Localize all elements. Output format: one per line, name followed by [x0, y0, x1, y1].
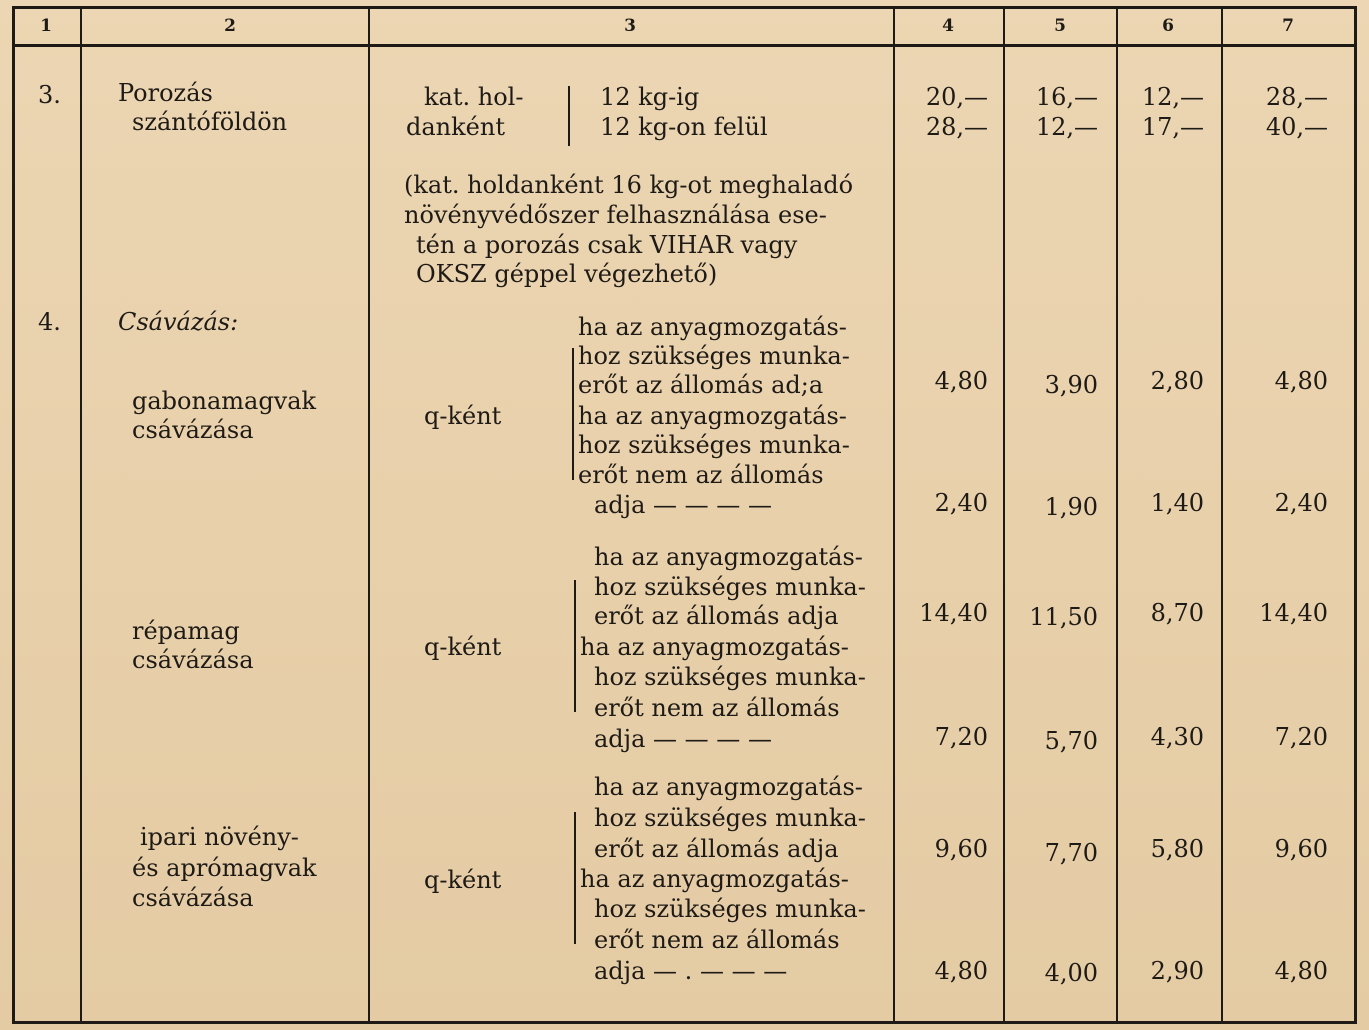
- group1-name-line1: gabonamagvak: [132, 387, 317, 415]
- row3-note-line4: OKSZ géppel végezhető): [416, 260, 718, 288]
- row3-brace: [568, 86, 570, 146]
- row3-number: 3.: [38, 81, 61, 109]
- col-divider: [368, 6, 370, 1024]
- group2-cond-line2: hoz szükséges munka-: [594, 573, 866, 601]
- group3-unit: q-ként: [424, 866, 502, 894]
- header-rule: [12, 44, 1357, 47]
- group2-col7-b: 7,20: [1274, 723, 1328, 751]
- row3-col4-line2: 28,—: [925, 113, 988, 141]
- group2-cond-line5: hoz szükséges munka-: [594, 663, 866, 691]
- row3-col7-line1: 28,—: [1265, 83, 1328, 111]
- group3-cond-line3: erőt az állomás adja: [594, 835, 839, 863]
- group1-col7-b: 2,40: [1274, 489, 1328, 517]
- group3-col7-b: 4,80: [1274, 957, 1328, 985]
- header-col-4: 4: [942, 16, 954, 36]
- group3-col5-a: 7,70: [1044, 839, 1098, 867]
- col-divider: [1003, 6, 1005, 1024]
- group3-col4-a: 9,60: [934, 835, 988, 863]
- group2-cond-line6: erőt nem az állomás: [594, 694, 840, 722]
- group3-col4-b: 4,80: [934, 957, 988, 985]
- group1-cond-line1: ha az anyagmozgatás-: [578, 313, 847, 341]
- header-col-6: 6: [1162, 16, 1174, 36]
- group1-col4-b: 2,40: [934, 489, 988, 517]
- header-col-3: 3: [624, 16, 636, 36]
- col-divider: [80, 6, 82, 1024]
- group1-brace: [572, 348, 574, 480]
- row3-col6-line1: 12,—: [1141, 83, 1204, 111]
- group3-col6-b: 2,90: [1150, 957, 1204, 985]
- row4-title: Csávázás:: [118, 308, 239, 336]
- group1-col4-a: 4,80: [934, 367, 988, 395]
- group3-col7-a: 9,60: [1274, 835, 1328, 863]
- group2-name-line2: csávázása: [132, 646, 254, 674]
- group3-brace: [574, 812, 576, 944]
- col-divider: [1221, 6, 1223, 1024]
- group1-col6-b: 1,40: [1150, 489, 1204, 517]
- group2-col4-b: 7,20: [934, 723, 988, 751]
- group1-cond-line5: hoz szükséges munka-: [578, 431, 850, 459]
- group2-col7-a: 14,40: [1259, 599, 1328, 627]
- group1-cond-line3: erőt az állomás ad;a: [578, 371, 824, 399]
- group2-cond-line3: erőt az állomás adja: [594, 602, 839, 630]
- group1-cond-line7: adja — — — —: [594, 491, 772, 519]
- group2-col4-a: 14,40: [919, 599, 988, 627]
- group1-cond-line2: hoz szükséges munka-: [578, 342, 850, 370]
- row3-note-line2: növényvédőszer felhasználása ese-: [404, 201, 827, 229]
- group1-unit: q-ként: [424, 402, 502, 430]
- group2-cond-line1: ha az anyagmozgatás-: [594, 543, 863, 571]
- group3-cond-line5: hoz szükséges munka-: [594, 895, 866, 923]
- row3-col6-line2: 17,—: [1141, 113, 1204, 141]
- group2-col6-a: 8,70: [1150, 599, 1204, 627]
- row4-number: 4.: [38, 308, 61, 336]
- group1-cond-line4: ha az anyagmozgatás-: [578, 402, 847, 430]
- group3-cond-line6: erőt nem az állomás: [594, 926, 840, 954]
- row3-col5-line1: 16,—: [1035, 83, 1098, 111]
- group3-cond-line7: adja — . — — —: [594, 957, 788, 985]
- col-divider: [893, 6, 895, 1024]
- row3-name-line2: szántóföldön: [132, 108, 288, 136]
- header-col-2: 2: [224, 16, 236, 36]
- group3-col5-b: 4,00: [1044, 959, 1098, 987]
- row3-note-line3: tén a porozás csak VIHAR vagy: [416, 231, 798, 259]
- group3-cond-line4: ha az anyagmozgatás-: [580, 865, 849, 893]
- group2-cond-line4: ha az anyagmozgatás-: [580, 633, 849, 661]
- group2-name-line1: répamag: [132, 617, 240, 645]
- row3-cond-line1: 12 kg-ig: [600, 83, 700, 111]
- group2-brace: [574, 580, 576, 712]
- row3-col7-line2: 40,—: [1265, 113, 1328, 141]
- header-col-7: 7: [1282, 16, 1294, 36]
- group1-col5-b: 1,90: [1044, 493, 1098, 521]
- group3-col6-a: 5,80: [1150, 835, 1204, 863]
- row3-col4-line1: 20,—: [925, 83, 988, 111]
- group2-col5-a: 11,50: [1029, 603, 1098, 631]
- header-col-1: 1: [40, 16, 52, 36]
- group1-col7-a: 4,80: [1274, 367, 1328, 395]
- group3-name-line1: ipari növény-: [140, 823, 299, 851]
- col-divider: [1116, 6, 1118, 1024]
- group1-col5-a: 3,90: [1044, 371, 1098, 399]
- row3-unit-line1: kat. hol-: [424, 83, 524, 111]
- group3-cond-line1: ha az anyagmozgatás-: [594, 773, 863, 801]
- row3-col5-line2: 12,—: [1035, 113, 1098, 141]
- row3-name-line1: Porozás: [118, 79, 213, 107]
- group1-col6-a: 2,80: [1150, 367, 1204, 395]
- group3-name-line3: csávázása: [132, 884, 254, 912]
- group3-cond-line2: hoz szükséges munka-: [594, 804, 866, 832]
- group1-cond-line6: erőt nem az állomás: [578, 461, 824, 489]
- group2-col6-b: 4,30: [1150, 723, 1204, 751]
- row3-note-line1: (kat. holdanként 16 kg-ot meghaladó: [404, 171, 854, 199]
- header-col-5: 5: [1054, 16, 1066, 36]
- group2-cond-line7: adja — — — —: [594, 725, 772, 753]
- group2-unit: q-ként: [424, 633, 502, 661]
- row3-unit-line2: danként: [406, 113, 505, 141]
- group3-name-line2: és aprómagvak: [132, 854, 317, 882]
- row3-cond-line2: 12 kg-on felül: [600, 113, 768, 141]
- group1-name-line2: csávázása: [132, 416, 254, 444]
- group2-col5-b: 5,70: [1044, 727, 1098, 755]
